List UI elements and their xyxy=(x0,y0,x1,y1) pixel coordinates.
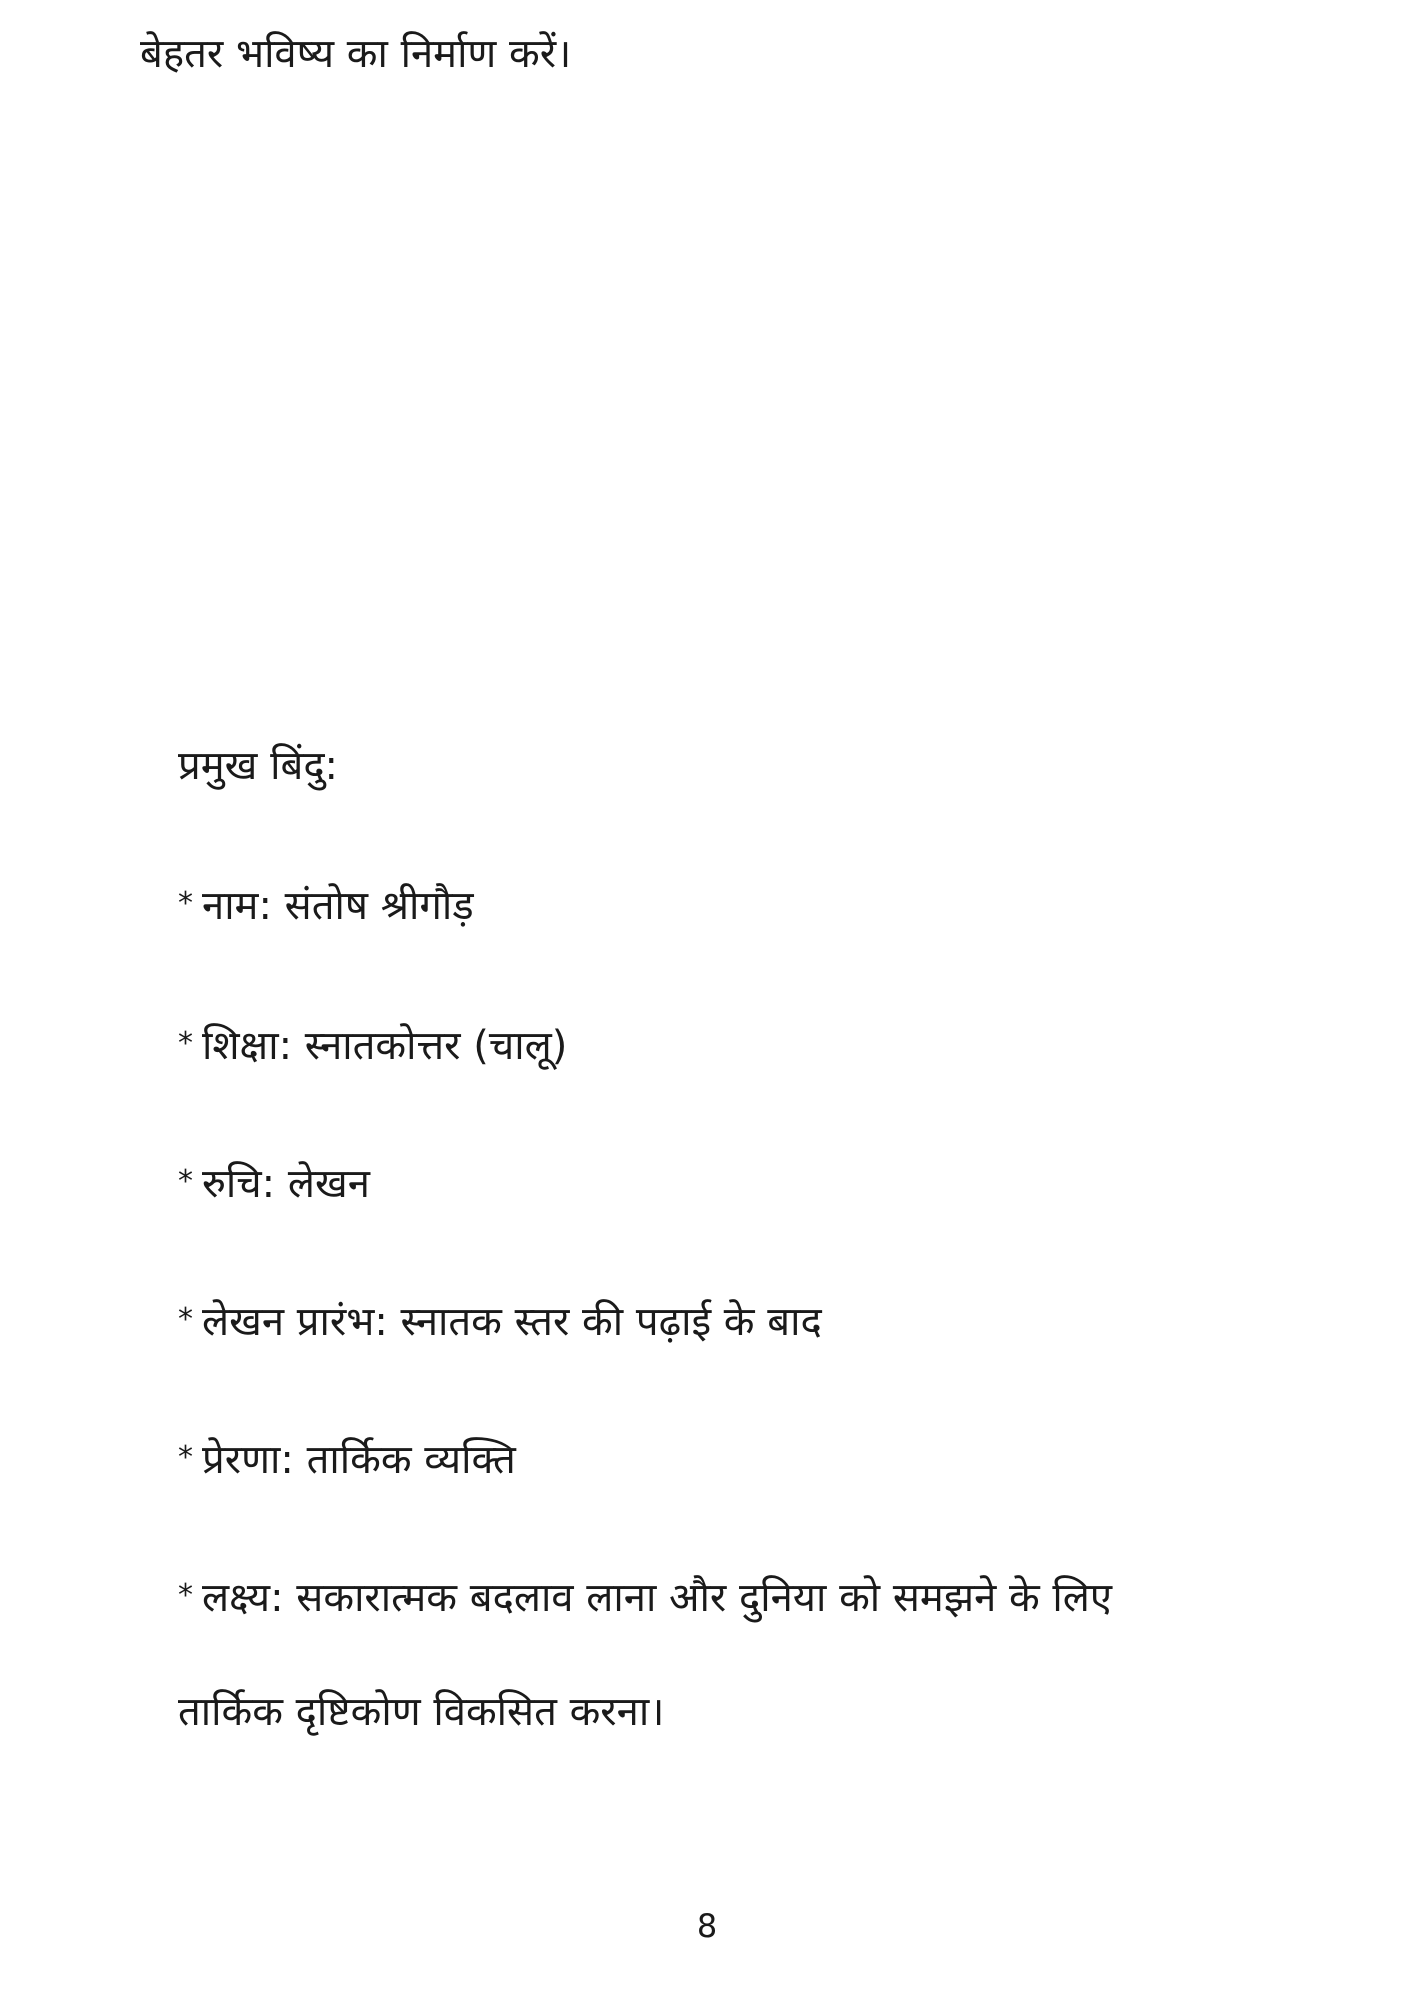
page-number: 8 xyxy=(696,1907,718,1945)
list-item-inspiration xyxy=(178,1430,516,1488)
list-item-writing-start xyxy=(178,1292,822,1350)
list-item-text: रुचि: लेखन xyxy=(202,1161,370,1207)
carryover-paragraph: बेहतर भविष्य का निर्माण करें। xyxy=(140,31,572,77)
bullet-marker: * xyxy=(178,1578,193,1613)
list-item-education xyxy=(178,1016,567,1074)
list-item-text: प्रेरणा: तार्किक व्यक्ति xyxy=(202,1437,516,1483)
list-item-text: लेखन प्रारंभ: स्नातक स्तर की पढ़ाई के बाद xyxy=(202,1299,822,1345)
bullet-marker: * xyxy=(178,1440,193,1475)
list-item-text: लक्ष्य: सकारात्मक बदलाव लाना और दुनिया को समझने के लिए xyxy=(202,1575,1113,1621)
list-item-name xyxy=(178,876,474,934)
list-item-goal xyxy=(178,1568,1112,1626)
bullet-marker: * xyxy=(178,1302,193,1337)
bullet-marker: * xyxy=(178,1026,193,1061)
list-item-text: शिक्षा: स्नातकोत्तर (चालू) xyxy=(202,1023,568,1069)
key-points-heading: प्रमुख बिंदु: xyxy=(178,743,339,789)
bullet-marker: * xyxy=(178,886,193,921)
list-item-goal-continuation: तार्किक दृष्टिकोण विकसित करना। xyxy=(178,1689,665,1735)
list-item-interest xyxy=(178,1154,370,1212)
bullet-marker: * xyxy=(178,1164,193,1199)
list-item-text: नाम: संतोष श्रीगौड़ xyxy=(202,883,474,929)
